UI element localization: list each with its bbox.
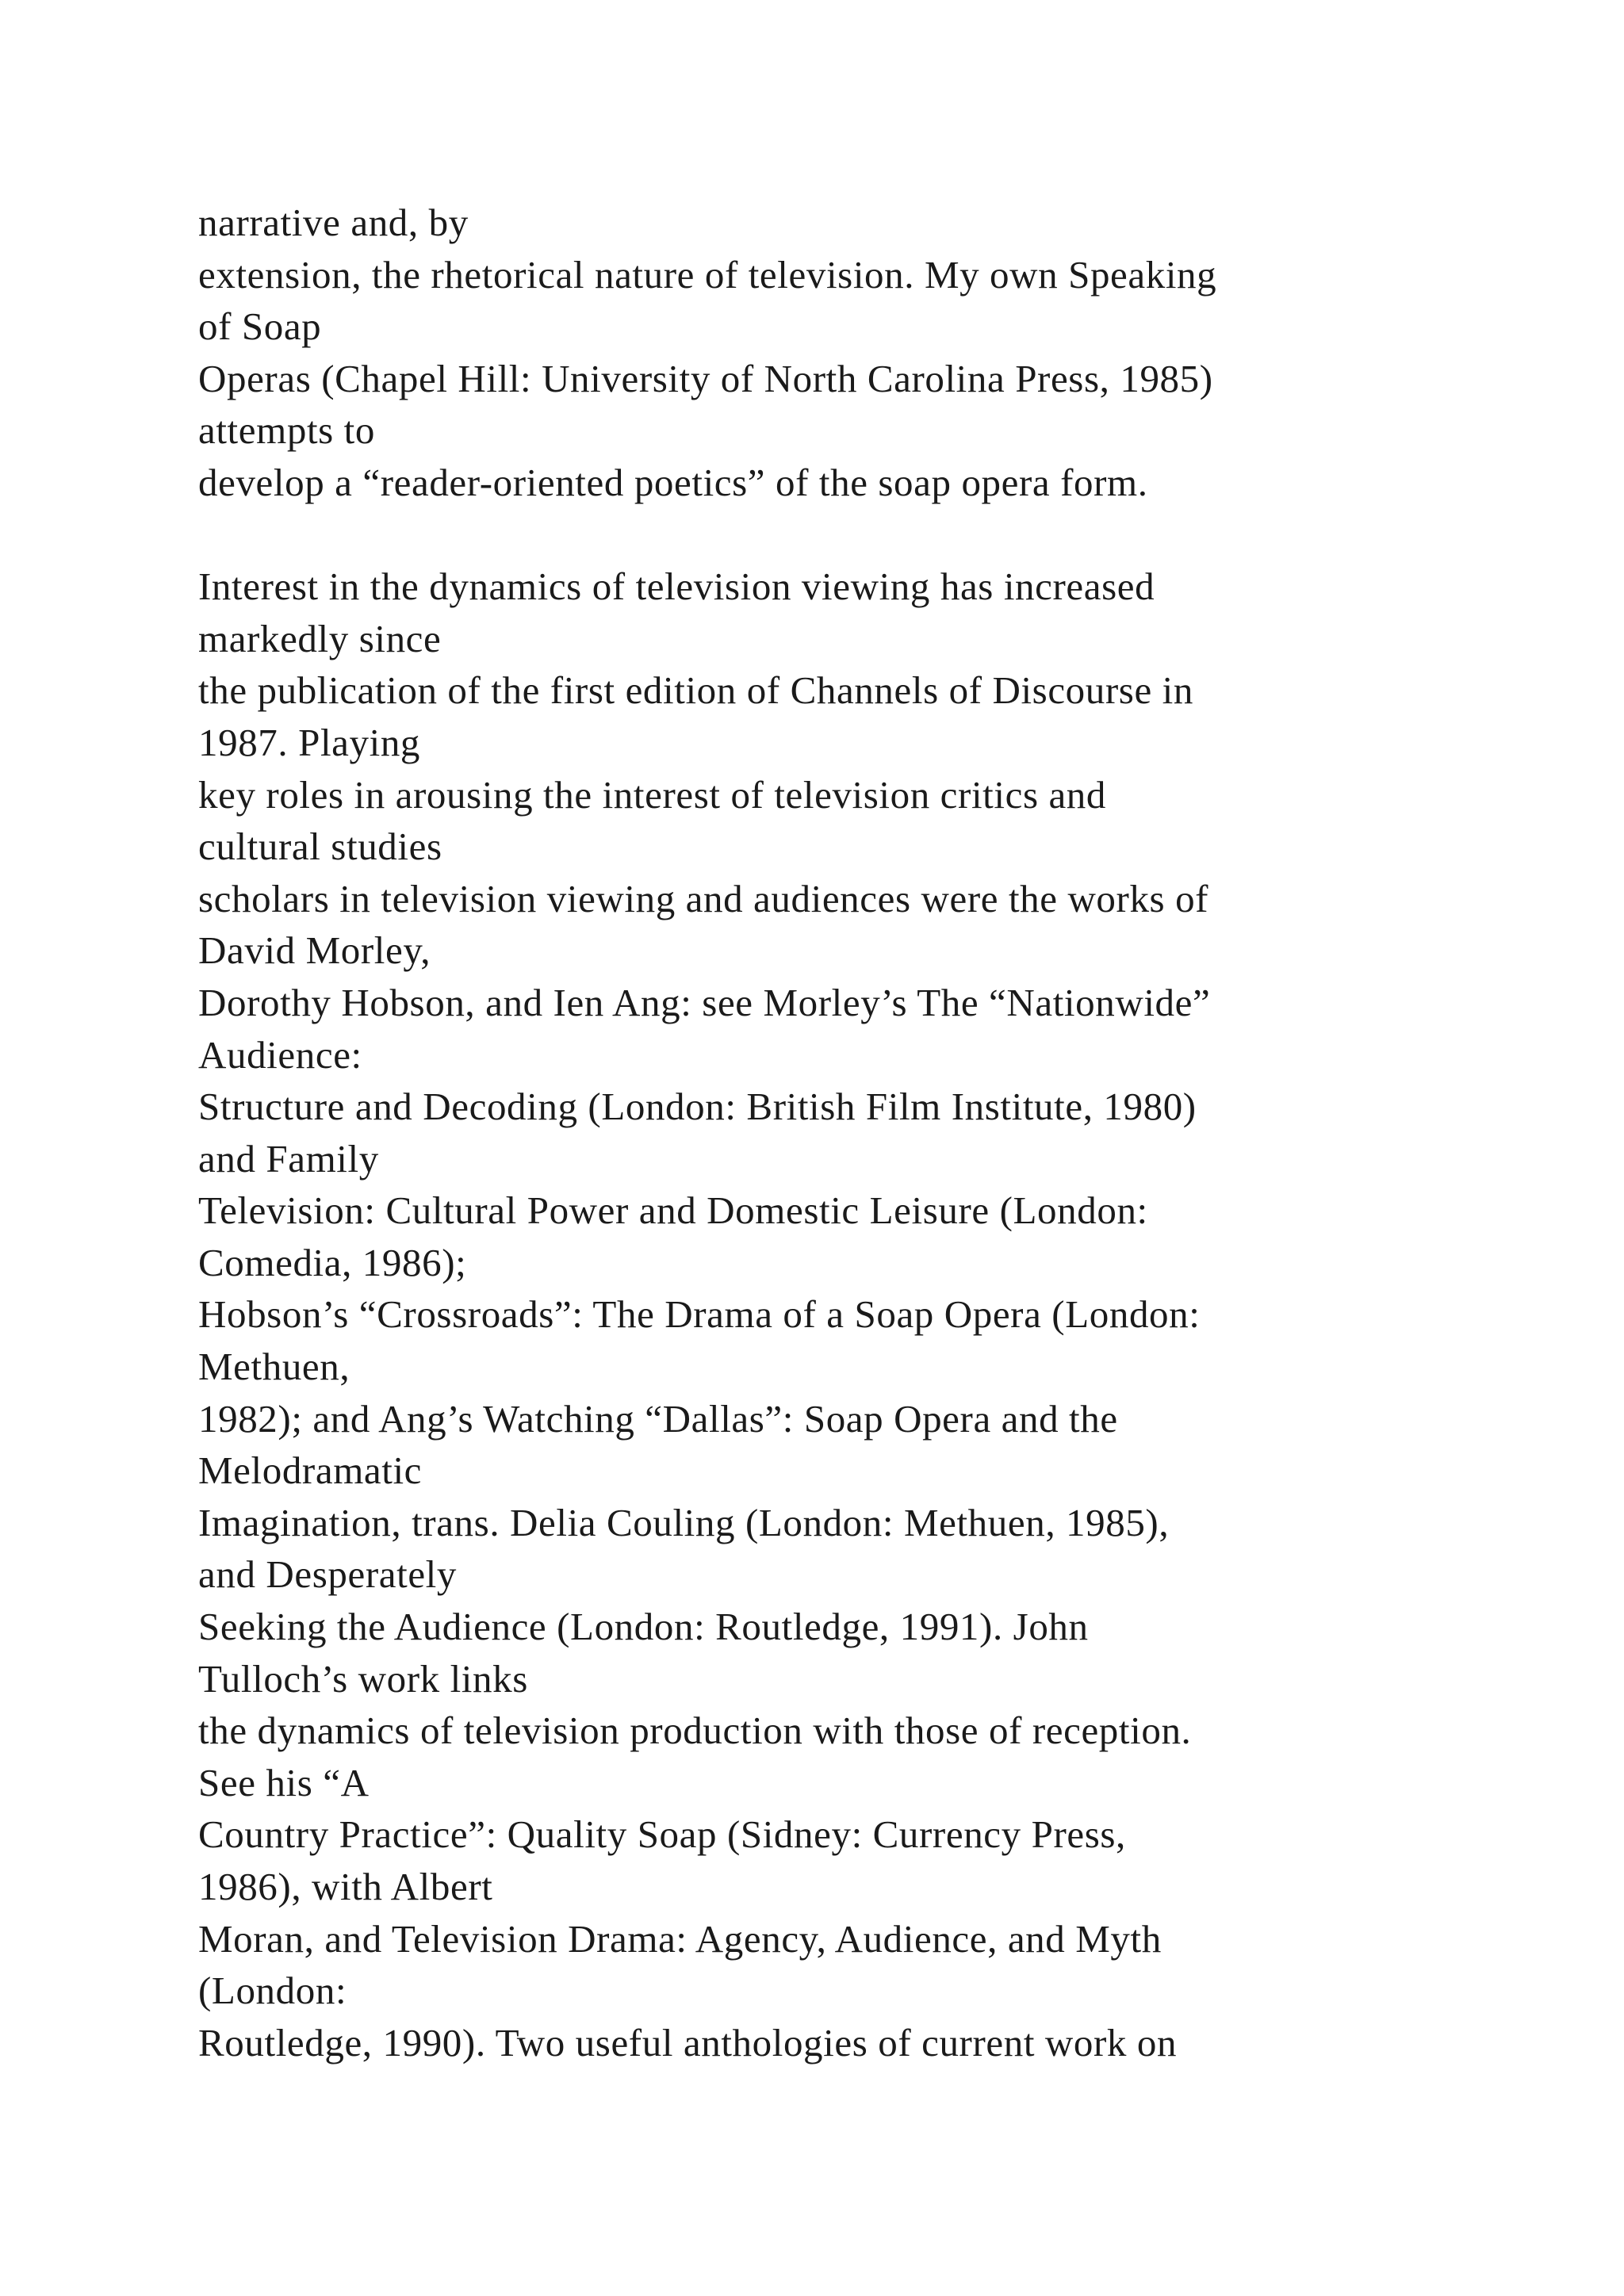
text-line: David Morley, — [198, 928, 431, 973]
text-line: scholars in television viewing and audiences were the works of — [198, 876, 1209, 920]
text-line: See his “A — [198, 1760, 370, 1804]
text-line: Operas (Chapel Hill: University of North Carolina Press, 1985) — [198, 356, 1213, 400]
text-line: cultural studies — [198, 825, 442, 869]
text-line: 1982); and Ang’s Watching “Dallas”: Soap Opera and the — [198, 1396, 1118, 1441]
text-line: the dynamics of television production with those of reception. — [198, 1709, 1192, 1753]
text-line: Moran, and Television Drama: Agency, Audience, and Myth — [198, 1916, 1162, 1961]
text-line: Television: Cultural Power and Domestic Leisure (London: — [198, 1188, 1148, 1233]
text-line: Audience: — [198, 1032, 362, 1077]
text-line: develop a “reader-oriented poetics” of the soap opera form. — [198, 460, 1148, 504]
text-line: Country Practice”: Quality Soap (Sidney: Currency Press, — [198, 1812, 1126, 1857]
body-text — [198, 197, 1467, 2068]
text-line: Interest in the dynamics of television viewing has increased — [198, 564, 1155, 609]
text-line: Seeking the Audience (London: Routledge, 1991). John — [198, 1605, 1089, 1649]
text-line: extension, the rhetorical nature of television. My own Speaking — [198, 252, 1217, 297]
text-line: Melodramatic — [198, 1448, 423, 1493]
text-line: of Soap — [198, 304, 322, 349]
paragraph-break — [198, 509, 1467, 561]
text-line: 1986), with Albert — [198, 1865, 493, 1908]
text-line: attempts to — [198, 408, 375, 453]
text-line: Hobson’s “Crossroads”: The Drama of a Soap Opera (London: — [198, 1292, 1201, 1337]
text-line: Imagination, trans. Delia Couling (London: Methuen, 1985), — [198, 1500, 1170, 1544]
text-line: Routledge, 1990). Two useful anthologies of current work on — [198, 2020, 1178, 2064]
text-line: 1987. Playing — [198, 720, 421, 764]
text-line: and Family — [198, 1136, 379, 1181]
text-line: Methuen, — [198, 1345, 350, 1389]
text-line: markedly since — [198, 616, 442, 660]
text-line: narrative and, by — [198, 201, 469, 244]
text-line: and Desperately — [198, 1552, 457, 1597]
text-line: (London: — [198, 1969, 347, 2013]
text-line: Tulloch’s work links — [198, 1656, 528, 1701]
text-line: Structure and Decoding (London: British Film Institute, 1980) — [198, 1085, 1197, 1129]
text-line: the publication of the first edition of Channels of Discourse in — [198, 668, 1193, 713]
text-line: Comedia, 1986); — [198, 1240, 467, 1284]
text-line: Dorothy Hobson, and Ien Ang: see Morley’s The “Nationwide” — [198, 980, 1211, 1024]
text-line: key roles in arousing the interest of television critics and — [198, 772, 1107, 817]
